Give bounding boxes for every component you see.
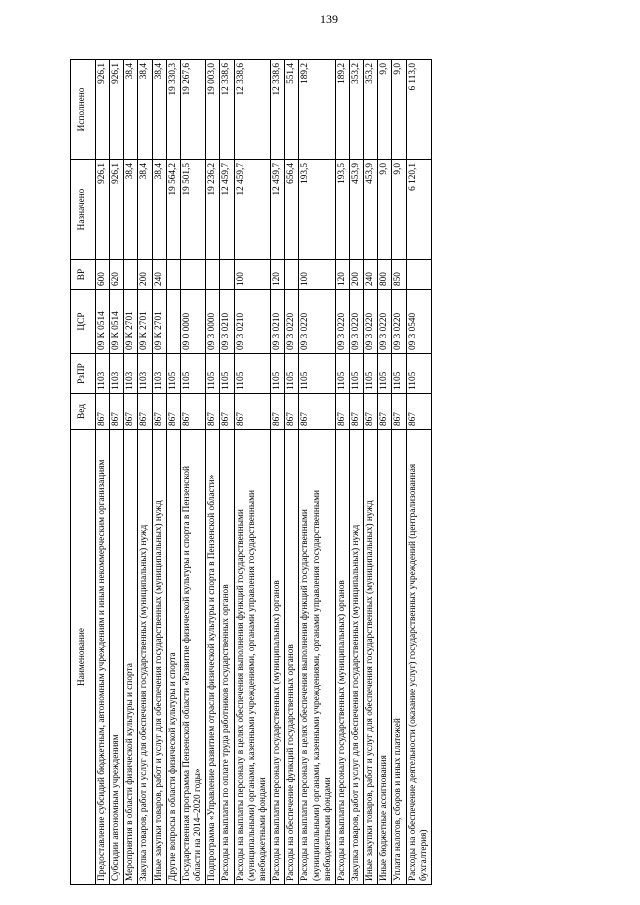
cell-vr: 240 [364,260,378,290]
cell-rzpr: 1105 [220,354,234,394]
cell-rzpr: 1105 [180,354,205,394]
cell-csr: 09 К 2701 [138,290,152,354]
cell-assigned: 656,4 [285,160,299,260]
cell-csr: 09 3 0220 [349,290,363,354]
cell-ved: 867 [138,394,152,430]
cell-csr: 09 К 2701 [124,290,138,354]
cell-ved: 867 [392,394,406,430]
cell-executed: 9,0 [392,60,406,160]
table-row [124,60,138,885]
header-assigned: Назначено [71,160,96,260]
cell-csr: 09 3 0220 [285,290,299,354]
cell-csr: 09 3 0220 [378,290,392,354]
table-row [349,60,363,885]
cell-rzpr: 1105 [206,354,220,394]
cell-assigned: 193,5 [299,160,335,260]
cell-assigned: 926,1 [96,160,110,260]
cell-vr: 120 [271,260,285,290]
cell-assigned: 9,0 [378,160,392,260]
cell-assigned: 6 120,1 [406,160,431,260]
cell-executed: 551,4 [285,60,299,160]
header-rzpr: РзПР [71,354,96,394]
table-row [220,60,234,885]
cell-csr: 09 3 0220 [364,290,378,354]
header-csr: ЦСР [71,290,96,354]
rotated-table-container [70,60,580,885]
cell-executed: 6 113,0 [406,60,431,160]
table-header [71,60,96,885]
cell-executed: 189,2 [335,60,349,160]
cell-name: Закупка товаров, работ и услуг для обеспечения государственных (муниципальных) нужд [138,430,152,885]
table-row [110,60,124,885]
cell-vr [285,260,299,290]
cell-rzpr: 1105 [349,354,363,394]
cell-executed: 926,1 [96,60,110,160]
cell-executed: 12 338,6 [271,60,285,160]
cell-vr [124,260,138,290]
table-row [364,60,378,885]
cell-executed: 926,1 [110,60,124,160]
cell-name: Уплата налогов, сборов и иных платежей [392,430,406,885]
cell-assigned: 453,9 [364,160,378,260]
cell-ved: 867 [234,394,270,430]
cell-ved: 867 [206,394,220,430]
cell-assigned: 19 501,5 [180,160,205,260]
cell-vr [206,260,220,290]
table-row [234,60,270,885]
cell-ved: 867 [378,394,392,430]
cell-rzpr: 1105 [364,354,378,394]
cell-vr: 100 [234,260,270,290]
cell-csr: 09 3 0210 [234,290,270,354]
table-body [96,60,432,885]
cell-rzpr: 1105 [392,354,406,394]
cell-assigned: 38,4 [124,160,138,260]
cell-csr: 09 3 0220 [335,290,349,354]
header-row [71,60,96,885]
cell-name: Расходы на выплаты персоналу государственных (муниципальных) органов [335,430,349,885]
cell-name: Подпрограмма «Управление развитием отрасли физической культуры и спорта в Пензенской области» [206,430,220,885]
cell-name: Расходы на выплаты персоналу в целях обеспечения выполнения функций государственными (муниципальными) органами, казенными учреждениями, органами управления государственными внебюджетными фондами [234,430,270,885]
cell-vr [180,260,205,290]
cell-executed: 353,2 [349,60,363,160]
cell-name: Закупка товаров, работ и услуг для обеспечения государственных (муниципальных) нужд [349,430,363,885]
cell-rzpr: 1103 [152,354,166,394]
cell-vr: 240 [152,260,166,290]
cell-csr [166,290,180,354]
cell-executed: 12 338,6 [220,60,234,160]
table-row [96,60,110,885]
table-row [152,60,166,885]
table-row [378,60,392,885]
cell-rzpr: 1103 [96,354,110,394]
cell-assigned: 38,4 [138,160,152,260]
cell-name: Иные закупки товаров, работ и услуг для обеспечения государственных (муниципальных) нужд [364,430,378,885]
cell-vr [406,260,431,290]
cell-vr: 100 [299,260,335,290]
cell-name: Расходы на выплаты персоналу в целях обеспечения выполнения функций государственными (муниципальными) органами, казенными учреждениями, органами управления государственными внебюджетными фондами [299,430,335,885]
cell-ved: 867 [96,394,110,430]
cell-rzpr: 1103 [138,354,152,394]
cell-ved: 867 [166,394,180,430]
cell-vr: 620 [110,260,124,290]
cell-executed: 189,2 [299,60,335,160]
cell-ved: 867 [220,394,234,430]
cell-name: Расходы на обеспечение деятельности (оказание услуг) государственных учреждений (централизованная бухгалтерия) [406,430,431,885]
cell-csr: 09 3 0220 [392,290,406,354]
cell-assigned: 9,0 [392,160,406,260]
cell-executed: 19 330,3 [166,60,180,160]
cell-name: Мероприятия в области физической культуры и спорта [124,430,138,885]
cell-assigned: 19 236,2 [206,160,220,260]
cell-ved: 867 [349,394,363,430]
cell-assigned: 193,5 [335,160,349,260]
cell-executed: 19 267,6 [180,60,205,160]
cell-ved: 867 [285,394,299,430]
cell-ved: 867 [110,394,124,430]
table-row [138,60,152,885]
budget-table [70,59,432,885]
cell-executed: 353,2 [364,60,378,160]
cell-executed: 38,4 [152,60,166,160]
cell-name: Предоставление субсидий бюджетным, автономным учреждениям и иным некоммерческим организациям [96,430,110,885]
cell-name: Иные закупки товаров, работ и услуг для обеспечения государственных (муниципальных) нужд [152,430,166,885]
cell-vr: 200 [349,260,363,290]
table-row [166,60,180,885]
cell-assigned: 453,9 [349,160,363,260]
cell-rzpr: 1105 [299,354,335,394]
cell-assigned: 19 564,2 [166,160,180,260]
header-executed: Исполнено [71,60,96,160]
cell-executed: 9,0 [378,60,392,160]
cell-vr: 600 [96,260,110,290]
table-row [392,60,406,885]
header-vr: ВР [71,260,96,290]
cell-vr: 120 [335,260,349,290]
header-name: Наименование [71,430,96,885]
cell-name: Расходы на выплаты персоналу государственных (муниципальных) органов [271,430,285,885]
cell-ved: 867 [299,394,335,430]
table-row [406,60,431,885]
cell-ved: 867 [335,394,349,430]
cell-ved: 867 [271,394,285,430]
cell-name: Субсидии автономным учреждениям [110,430,124,885]
table-row [299,60,335,885]
cell-assigned: 926,1 [110,160,124,260]
cell-csr: 09 К 0514 [110,290,124,354]
cell-name: Государственная программа Пензенской области «Развитие физической культуры и спорта в Пензенской области на 2014–2020 годы» [180,430,205,885]
cell-csr: 09 3 0220 [299,290,335,354]
cell-vr [220,260,234,290]
cell-name: Иные бюджетные ассигнования [378,430,392,885]
cell-rzpr: 1105 [378,354,392,394]
table-row [206,60,220,885]
cell-executed: 12 338,6 [234,60,270,160]
cell-ved: 867 [180,394,205,430]
cell-vr: 200 [138,260,152,290]
cell-name: Расходы на обеспечение функций государственных органов [285,430,299,885]
cell-assigned: 38,4 [152,160,166,260]
cell-rzpr: 1105 [234,354,270,394]
cell-ved: 867 [152,394,166,430]
cell-csr: 09 К 2701 [152,290,166,354]
cell-csr: 09 3 0000 [206,290,220,354]
cell-rzpr: 1105 [335,354,349,394]
cell-vr: 800 [378,260,392,290]
cell-name: Другие вопросы в области физической культуры и спорта [166,430,180,885]
cell-assigned: 12 459,7 [234,160,270,260]
cell-csr: 09 3 0540 [406,290,431,354]
cell-executed: 38,4 [124,60,138,160]
table-row [335,60,349,885]
cell-executed: 38,4 [138,60,152,160]
cell-name: Расходы на выплаты по оплате труда работников государственных органов [220,430,234,885]
cell-assigned: 12 459,7 [220,160,234,260]
header-ved: Вед [71,394,96,430]
cell-csr: 09 3 0210 [220,290,234,354]
cell-ved: 867 [406,394,431,430]
rotated-table-area [70,60,580,885]
cell-csr: 09 К 0514 [96,290,110,354]
cell-rzpr: 1103 [110,354,124,394]
cell-rzpr: 1105 [166,354,180,394]
cell-vr: 850 [392,260,406,290]
cell-csr: 09 3 0210 [271,290,285,354]
cell-assigned: 12 459,7 [271,160,285,260]
cell-rzpr: 1105 [285,354,299,394]
table-row [285,60,299,885]
cell-ved: 867 [124,394,138,430]
cell-rzpr: 1105 [271,354,285,394]
table-row [180,60,205,885]
cell-vr [166,260,180,290]
cell-ved: 867 [364,394,378,430]
cell-executed: 19 003,0 [206,60,220,160]
table-row [271,60,285,885]
cell-rzpr: 1103 [124,354,138,394]
cell-rzpr: 1105 [406,354,431,394]
cell-csr: 09 0 0000 [180,290,205,354]
